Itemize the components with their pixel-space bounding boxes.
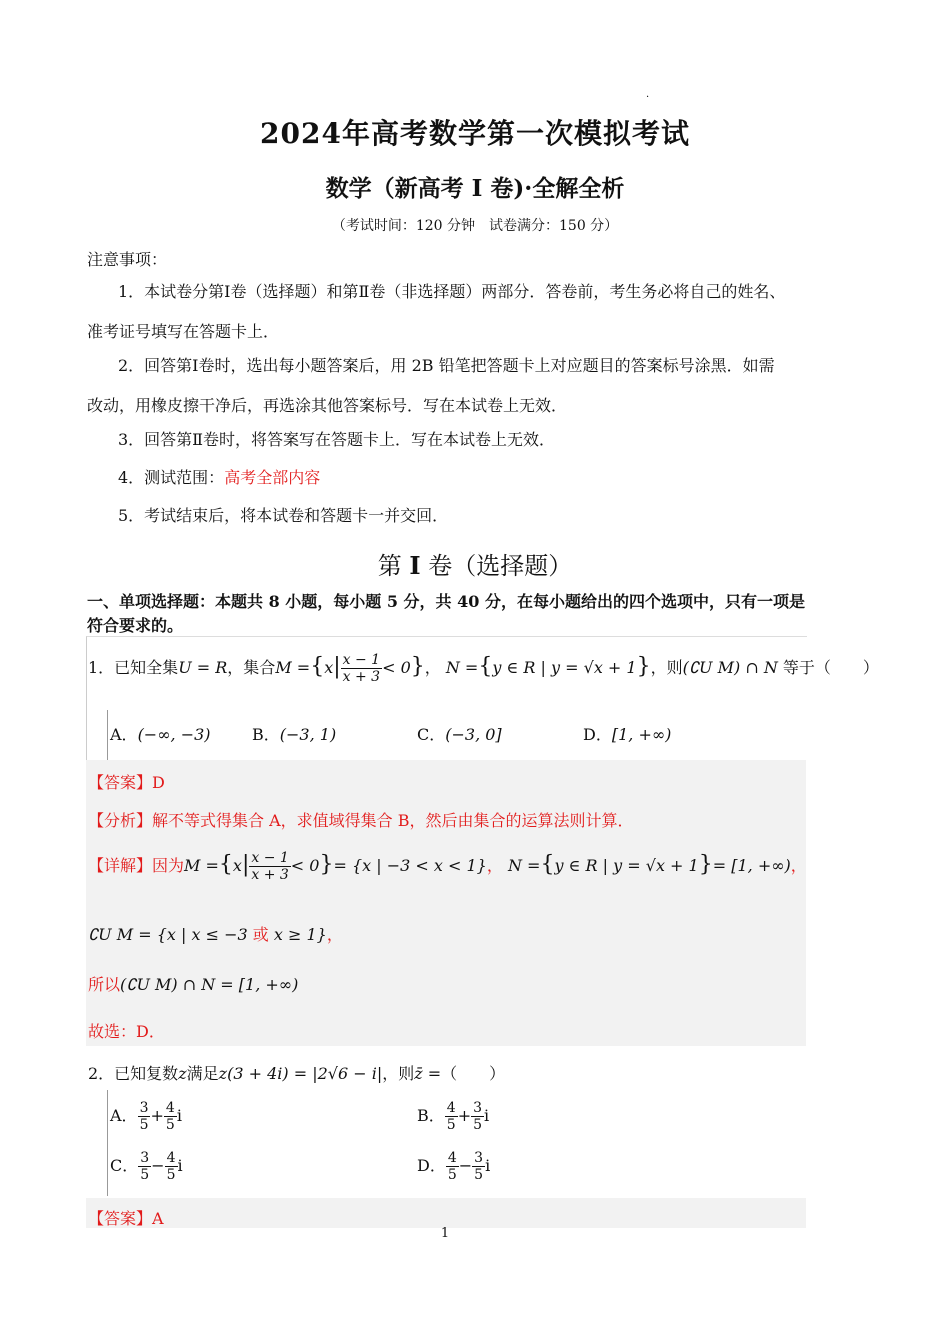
q1-n-set: y ∈ R | y = √x + 1: [492, 658, 637, 677]
q2-a-n1: 3: [139, 1100, 149, 1116]
q1-option-b-value: (−3, 1): [279, 725, 337, 744]
q1-answer-tag: 【答案】: [88, 773, 153, 792]
q2-a-op: +: [150, 1106, 164, 1125]
q2-solution-panel: [86, 1198, 806, 1228]
q1-detail-fraction: [249, 850, 290, 883]
option-marker: [107, 710, 108, 762]
q1-m-def: M =: [275, 658, 311, 677]
q2-c-n2: 4: [166, 1150, 176, 1166]
mc-heading: 一、单项选择题：本题共 8 小题，每小题 5 分，共 40 分，在每小题给出的四个选项中，只有一项是符合要求的。: [87, 592, 805, 635]
q1-detail-lt0: < 0: [290, 856, 320, 875]
q2-c-d2: 5: [166, 1167, 176, 1183]
note-item-3: 3．回答第Ⅱ卷时，将答案写在答题卡上．写在本试卷上无效．: [118, 430, 556, 449]
q2-option-c[interactable]: [110, 1150, 183, 1183]
corner-dot: ·: [646, 92, 650, 103]
q1-detail-m: M =: [184, 856, 219, 875]
exam-time-info: （考试时间：120 分钟 试卷满分：150 分）: [331, 218, 619, 234]
q1-answer: [88, 770, 165, 793]
q1-solution-panel: [86, 760, 806, 1046]
q2-z: z: [178, 1064, 187, 1083]
q1-comp-a: ∁U M = {x | x ≤ −3: [88, 925, 248, 944]
q2-option-c-label: C．: [110, 1156, 139, 1175]
note-item-1b: 准考证号填写在答题卡上．: [87, 322, 280, 341]
q1-detail-n-set: y ∈ R | y = √x + 1: [554, 856, 699, 875]
q2-paren: （ ）: [441, 1064, 506, 1083]
q2-d-op: −: [458, 1156, 473, 1175]
q2-b-op: +: [457, 1106, 472, 1125]
q1-option-b[interactable]: [252, 722, 336, 745]
q1-detail-because: 因为: [152, 856, 185, 875]
q1-so-label: 所以: [88, 975, 121, 994]
q2-d-i: i: [485, 1156, 491, 1175]
q2-b-n1: 4: [446, 1100, 456, 1116]
q1-analysis-text: 解不等式得集合 A，求值域得集合 B，然后由集合的运算法则计算．: [152, 811, 634, 830]
q2-option-d-label: D．: [417, 1156, 446, 1175]
q1-then: ，则: [650, 658, 683, 677]
q1-detail: 【详解】因为M ={x| $\frac{x - 1}{x + 3}$ < 0}= {x | −3 < x < 1}， N ={y ∈ R | y = √x + 1}= [1, +∞)，: [88, 850, 807, 883]
page-subtitle: 数学（新高考 I 卷)·全解全析: [325, 175, 625, 202]
q1-option-a-value: (−∞, −3): [137, 725, 211, 744]
q1-option-c[interactable]: [417, 722, 502, 745]
section-title: [0, 546, 950, 581]
q2-b-n2: 3: [473, 1100, 483, 1116]
q2-c-op: −: [151, 1156, 165, 1175]
q2-d-d1: 5: [447, 1167, 457, 1183]
q1-analysis-tag: 【分析】: [88, 811, 153, 830]
q2-b-i: i: [484, 1106, 490, 1125]
q1-detail-m-result: = {x | −3 < x < 1}: [333, 856, 487, 875]
q1-choose: 故选：D．: [88, 1022, 165, 1041]
q2-d-n2: 3: [474, 1150, 484, 1166]
q1-option-c-value: (−3, 0]: [445, 725, 502, 744]
q1-option-a-label: A．: [110, 725, 138, 744]
q1-option-b-label: B．: [252, 725, 280, 744]
option-marker-2: [107, 1090, 108, 1196]
q2-a-n2: 4: [165, 1100, 175, 1116]
q1-so-expr: (∁U M) ∩ N = [1, +∞): [120, 975, 299, 994]
section-title-num: I: [409, 551, 421, 580]
q1-detail-n-result: = [1, +∞): [712, 856, 791, 875]
q1-comp-b: x ≥ 1}: [273, 925, 327, 944]
note-item-4: [118, 469, 320, 487]
notes-heading: 注意事项：: [87, 250, 168, 269]
q2-a-i: i: [176, 1106, 182, 1125]
note-item-5: 5．考试结束后，将本试卷和答题卡一并交回．: [118, 506, 449, 525]
q1-answer-value: D: [152, 773, 165, 792]
q1-frac-den: x + 3: [342, 669, 381, 685]
q2-answer-tag: 【答案】: [88, 1209, 153, 1228]
q2-zbar: z̄ =: [414, 1064, 442, 1083]
q1-comp-or: 或: [247, 925, 274, 944]
q2-b-d2: 5: [473, 1117, 483, 1133]
q1-fraction: [341, 652, 382, 685]
q2-prefix: 2．已知复数: [88, 1064, 179, 1083]
q1-complement-line: ∁U M = {x | x ≤ −3 或 x ≥ 1}，: [88, 925, 343, 944]
q1-equals: 等于（ ）: [782, 658, 879, 677]
question-2-stem: [88, 1061, 505, 1084]
q2-option-a-label: A．: [110, 1106, 138, 1125]
q1-universal-set: U = R: [178, 658, 228, 677]
q2-then: ，则: [382, 1064, 415, 1083]
q2-b-d1: 5: [446, 1117, 456, 1133]
q2-c-i: i: [177, 1156, 183, 1175]
note-item-4-label: 4．测试范围：: [118, 468, 225, 487]
q1-detail-x: x: [232, 856, 242, 875]
q1-so-line: [88, 972, 298, 995]
q1-set-text: ，集合: [227, 658, 276, 677]
note-item-2a: 2．回答第Ⅰ卷时，选出每小题答案后，用 2B 铅笔把答题卡上对应题目的答案标号涂黑．如需: [118, 356, 775, 375]
q1-option-d[interactable]: [583, 722, 671, 745]
q2-c-d1: 5: [140, 1167, 150, 1183]
q2-a-d2: 5: [165, 1117, 175, 1133]
page-title: 2024年高考数学第一次模拟考试: [260, 117, 690, 150]
q1-n-def: N =: [445, 658, 479, 677]
q2-d-d2: 5: [474, 1167, 484, 1183]
q1-analysis: [88, 808, 634, 831]
q2-option-d[interactable]: [417, 1150, 490, 1183]
q1-expression: (∁U M) ∩ N: [682, 658, 778, 677]
q1-detail-tag: 【详解】: [88, 856, 153, 875]
q2-option-b[interactable]: [417, 1100, 489, 1133]
q2-satisfy: 满足: [186, 1064, 219, 1083]
q1-x: x: [324, 658, 334, 677]
note-item-1a: 1．本试卷分第Ⅰ卷（选择题）和第Ⅱ卷（非选择题）两部分．答卷前，考生务必将自己的姓名、: [118, 282, 786, 301]
q2-d-n1: 4: [447, 1150, 457, 1166]
test-scope: 高考全部内容: [224, 468, 321, 487]
q2-c-n1: 3: [140, 1150, 150, 1166]
q1-detail-frac-den: x + 3: [251, 867, 289, 883]
q2-answer-value: A: [152, 1209, 164, 1228]
q2-a-d1: 5: [139, 1117, 149, 1133]
q1-option-a[interactable]: [110, 722, 211, 745]
question-1-stem: 1．已知全集U = R，集合M ={x| $\frac{x - 1}{x + 3}$ < 0}， N ={y ∈ R | y = √x + 1}，则(∁U M) ∩ N 等于（ ）: [88, 652, 879, 685]
section-title-pre: 第: [377, 552, 410, 580]
q1-lt0: < 0: [382, 658, 411, 677]
q1-detail-frac-num: x − 1: [251, 850, 289, 866]
q1-prefix: 1．已知全集: [88, 658, 179, 677]
q1-option-d-value: [1, +∞): [611, 725, 672, 744]
q1-detail-n: N =: [507, 856, 541, 875]
q1-option-c-label: C．: [417, 725, 446, 744]
q2-option-b-label: B．: [417, 1106, 445, 1125]
q1-frac-num: x − 1: [342, 652, 381, 668]
section-title-post: 卷（选择题）: [420, 552, 573, 580]
q1-option-d-label: D．: [583, 725, 612, 744]
page-number: 1: [440, 1226, 450, 1241]
note-item-2b: 改动，用橡皮擦干净后，再选涂其他答案标号．写在本试卷上无效．: [87, 396, 568, 415]
q2-equation: z(3 + 4i) = |2√6 − i|: [218, 1064, 383, 1083]
q2-option-a[interactable]: [110, 1100, 182, 1133]
